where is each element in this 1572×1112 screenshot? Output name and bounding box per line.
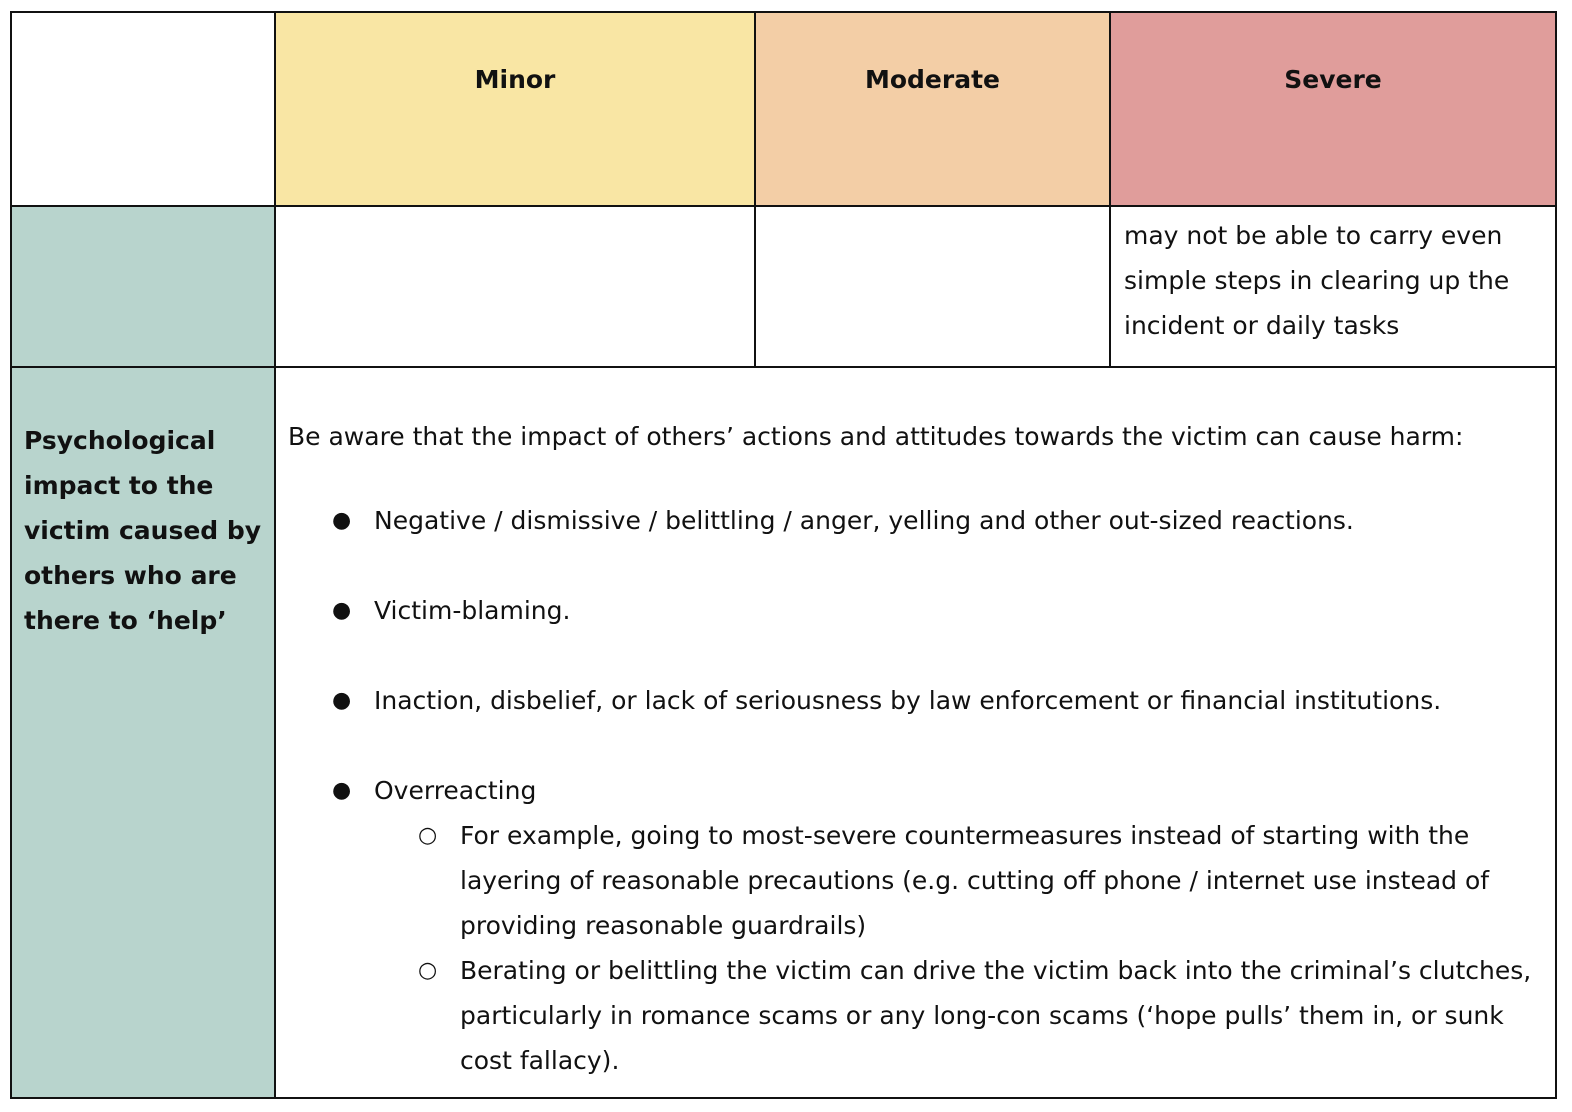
header-severe-cell — [1109, 11, 1557, 207]
bullet-text: Inaction, disbelief, or lack of seriousness by law enforcement or financial institutions. — [374, 686, 1442, 715]
row2-intro: Be aware that the impact of others’ actions and attitudes towards the victim can cause harm: — [288, 422, 1464, 451]
header-moderate-label: Moderate — [864, 64, 1000, 94]
bullet-dot-icon: ● — [332, 778, 352, 803]
bullet-text: Victim-blaming. — [374, 596, 571, 625]
row2-label: Psychological impact to the victim caused by others who are there to ‘help’ — [24, 426, 262, 635]
header-minor-label: Minor — [474, 64, 556, 94]
sub-bullet-circle-icon: ○ — [418, 958, 438, 983]
sub-bullet-text: For example, going to most-severe countermeasures instead of starting with the layering of reasonable precautions (e.g. cutting off phone / internet use instead of providing reasonable guardrails) — [460, 821, 1490, 940]
list-item — [288, 813, 1543, 948]
row1-minor-cell — [274, 205, 756, 368]
row1-severe-text: may not be able to carry even simple steps in clearing up the incident or daily tasks — [1124, 221, 1510, 340]
list-item — [288, 768, 1543, 813]
header-minor-cell — [274, 11, 756, 207]
row2-side-cell — [10, 366, 276, 1099]
row1-severe-cell — [1109, 205, 1557, 368]
bullet-dot-icon: ● — [332, 688, 352, 713]
bullet-list — [288, 498, 1543, 813]
sub-bullet-text: Berating or belittling the victim can drive the victim back into the criminal’s clutches, particularly in romance scams or any long-con scams (‘hope pulls’ them in, or sunk cost fallacy). — [460, 956, 1532, 1075]
impact-table — [10, 11, 1557, 1099]
header-moderate-cell — [754, 11, 1111, 207]
row2-content-cell — [274, 366, 1557, 1099]
header-empty-cell — [10, 11, 276, 207]
list-item — [288, 588, 1543, 633]
sub-bullet-circle-icon: ○ — [418, 823, 438, 848]
bullet-text: Negative / dismissive / belittling / anger, yelling and other out-sized reactions. — [374, 506, 1354, 535]
row1-moderate-cell — [754, 205, 1111, 368]
row1-side-cell — [10, 205, 276, 368]
sub-bullet-list — [288, 813, 1543, 1083]
list-item — [288, 678, 1543, 723]
bullet-dot-icon: ● — [332, 508, 352, 533]
bullet-dot-icon: ● — [332, 598, 352, 623]
list-item — [288, 498, 1543, 543]
header-severe-label: Severe — [1284, 64, 1382, 94]
list-item — [288, 948, 1543, 1083]
bullet-text: Overreacting — [374, 776, 537, 805]
